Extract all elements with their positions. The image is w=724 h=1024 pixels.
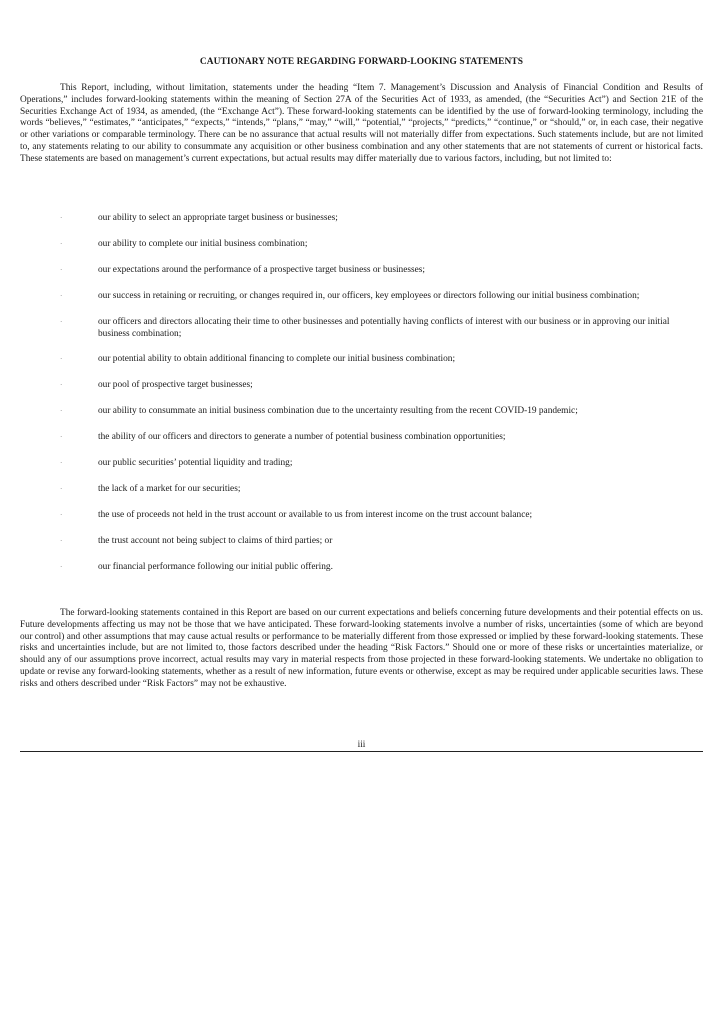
bullet-marker: · [60,265,63,274]
bullet-marker: · [60,562,63,571]
closing-paragraph [20,608,703,690]
list-item-text: our public securities’ potential liquidity and trading; [98,458,293,469]
bullet-marker: · [60,291,63,300]
list-item [20,213,703,225]
list-item-text: the trust account not being subject to claims of third parties; or [98,536,333,546]
list-item-text: our financial performance following our initial public offering. [98,561,333,572]
bullet-marker: · [60,485,63,494]
list-item [20,380,703,392]
bullet-marker: · [60,433,63,442]
bullet-marker: · [60,214,63,222]
list-item-text: our ability to complete our initial business combination; [98,238,308,249]
list-item [20,265,703,277]
list-item [20,239,703,251]
list-item [20,536,703,548]
list-item-text: our success in retaining or recruiting, or changes required in, our officers, key employees or directors following our initial business combination; [98,290,640,301]
list-item [20,484,703,496]
bullet-marker: · [60,317,63,326]
bullet-marker: · [60,537,63,545]
list-item-text: our pool of prospective target businesses; [98,380,253,391]
intro-paragraph [20,83,703,165]
list-item [20,406,703,418]
list-item [20,291,703,303]
bullet-marker: · [60,381,63,390]
bullet-marker: · [60,407,63,416]
closing-text: The forward-looking statements contained in this Report are based on our current expectations and beliefs concerning future developments and their potential effects on us. Future developments affecting us may not be those that we have anticipated. These forward-looking statements involve a number of risks, uncertainties (some of which are beyond our control) and other assumptions that may cause actual results or performance to be materially different from those expressed or implied by these forward-looking statements. These risks and uncertainties include, but are not limited to, those factors described under the heading “Risk Factors.” Should one or more of these risks or uncertainties materialize, or should any of our assumptions prove incorrect, actual results may vary in material respects from those projected in these forward-looking statements. We undertake no obligation to update or revise any forward-looking statements, whether as a result of new information, future events or otherwise, except as may be required under applicable securities laws. These risks and others described under “Risk Factors” may not be exhaustive. [20,608,703,689]
list-item-text: the ability of our officers and directors to generate a number of potential business combination opportunities; [98,432,506,443]
list-item [20,458,703,470]
list-item-text: the use of proceeds not held in the trust account or available to us from interest income on the trust account balance; [98,510,533,521]
bullet-marker: · [60,459,63,468]
list-item-text: our expectations around the performance of a prospective target business or businesses; [98,264,426,275]
list-item-text: the lack of a market for our securities; [98,484,241,495]
bullet-marker: · [60,239,63,248]
list-item-text: our ability to consummate an initial business combination due to the uncertainty resulting from the recent COVID-19 pandemic; [98,406,578,417]
page-footer-rule [20,751,703,752]
list-item [20,354,703,366]
list-item [20,510,703,522]
list-item [20,432,703,444]
section-title: CAUTIONARY NOTE REGARDING FORWARD-LOOKING STATEMENTS [199,57,524,67]
list-item [20,562,703,574]
risk-factor-list [20,213,703,588]
page-number: iii [357,740,366,750]
list-item-text: our potential ability to obtain additional financing to complete our initial business combination; [98,354,456,365]
intro-text: This Report, including, without limitation, statements under the heading “Item 7. Management’s Discussion and Analysis of Financial Condition and Results of Operations,” includes forward-looking statements within the meaning of Section 27A of the Securities Act of 1933, as amended, (the “Securities Act”) and Section 21E of the Securities Exchange Act of 1934, as amended, (the “Exchange Act”). These forward-looking statements can be identified by the use of forward-looking terminology, including the words “believes,” “estimates,” “anticipates,” “expects,” “intends,” “plans,” “may,” “will,” “potential,” “projects,” “predicts,” “continue,” or “should,” or, in each case, their negative or other variations or comparable terminology. There can be no assurance that actual results will not materially differ from expectations. Such statements include, but are not limited to, any statements relating to our ability to consummate any acquisition or other business combination and any other statements that are not statements of current or historical facts. These statements are based on management’s current expectations, but actual results may differ materially due to various factors, including, but not limited to: [20,83,703,164]
list-item [20,317,703,341]
bullet-marker: · [60,511,63,520]
bullet-marker: · [60,355,63,364]
list-item-text: our officers and directors allocating their time to other businesses and potentially having conflicts of interest with our business or in approving our initial business combination; [98,316,670,339]
list-item-text: our ability to select an appropriate target business or businesses; [98,213,338,223]
